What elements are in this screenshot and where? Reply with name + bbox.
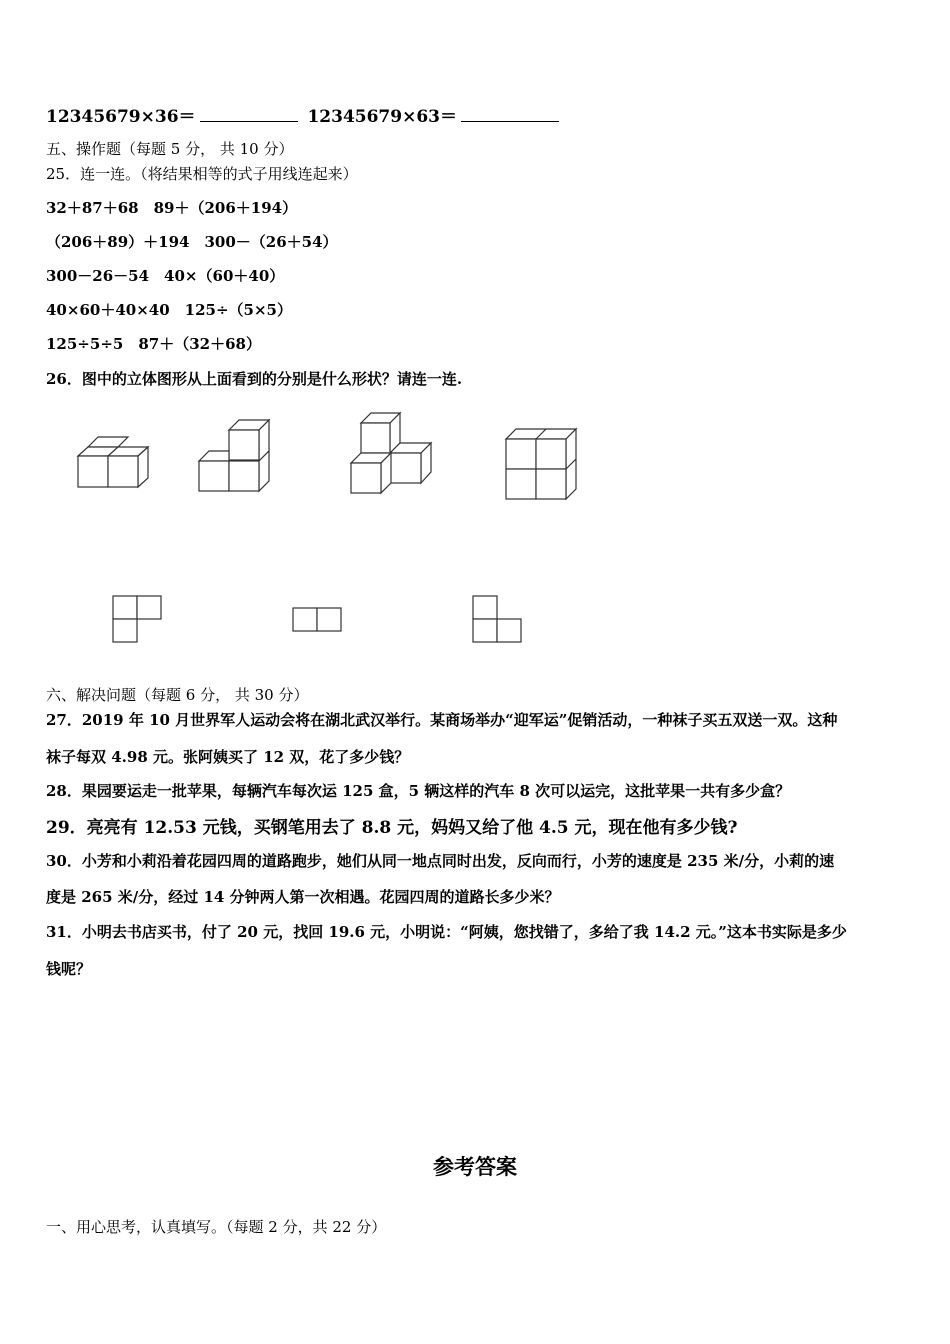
question-31-line-2: 钱呢？: [46, 960, 92, 978]
pair-row-3: 300－26－54 40×（60＋40）: [46, 267, 285, 285]
answers-title: 参考答案: [433, 1154, 517, 1179]
solid-figure-4[interactable]: [506, 429, 576, 499]
top-view-shape-c[interactable]: [473, 596, 521, 642]
section-6-heading: 六、解决问题（每题 6 分， 共 30 分）: [46, 686, 309, 704]
question-31-line-1: 31．小明去书店买书，付了 20 元，找回 19.6 元，小明说：“阿姨，您找错了，多给了我 14.2 元。”这本书实际是多少: [46, 923, 847, 941]
question-28: 28．果园要运走一批苹果，每辆汽车每次运 125 盒，5 辆这样的汽车 8 次可以运完，这批苹果一共有多少盒？: [46, 782, 791, 800]
pair-row-1: 32＋87＋68 89＋（206＋194）: [46, 199, 298, 217]
question-30-line-1: 30．小芳和小莉沿着花园四周的道路跑步，她们从同一地点同时出发，反向而行，小芳的速度是 235 米/分，小莉的速: [46, 852, 835, 870]
top-view-shape-b[interactable]: [293, 608, 341, 631]
top-view-shape-a[interactable]: [113, 596, 161, 642]
question-26: 26．图中的立体图形从上面看到的分别是什么形状？请连一连.: [46, 370, 463, 388]
question-25: 25．连一连。（将结果相等的式子用线连起来）: [46, 165, 358, 183]
solid-figure-1[interactable]: [78, 437, 148, 487]
answers-section-1-heading: 一、用心思考，认真填写。（每题 2 分，共 22 分）: [46, 1218, 387, 1236]
calc-expr-1: 12345679×36＝: [46, 107, 196, 127]
calc-expr-2: 12345679×63＝: [307, 107, 457, 127]
pair-row-2: （206＋89）＋194 300－（26＋54）: [46, 233, 338, 251]
pair-row-4: 40×60＋40×40 125÷（5×5）: [46, 301, 292, 319]
solid-figure-2[interactable]: [199, 420, 269, 491]
question-27-line-2: 袜子每双 4.98 元。张阿姨买了 12 双，花了多少钱？: [46, 748, 410, 766]
solid-figure-3[interactable]: [351, 413, 431, 493]
question-30-line-2: 度是 265 米/分，经过 14 分钟两人第一次相遇。花园四周的道路长多少米？: [46, 888, 560, 906]
question-29: 29．亮亮有 12.53 元钱，买钢笔用去了 8.8 元，妈妈又给了他 4.5 元，现在他有多少钱?: [46, 818, 738, 838]
pair-row-5: 125÷5÷5 87＋（32＋68）: [46, 335, 261, 353]
section-5-heading: 五、操作题（每题 5 分， 共 10 分）: [46, 140, 294, 158]
question-27-line-1: 27．2019 年 10 月世界军人运动会将在湖北武汉举行。某商场举办“迎军运”促销活动，一种袜子买五双送一双。这种: [46, 711, 838, 729]
